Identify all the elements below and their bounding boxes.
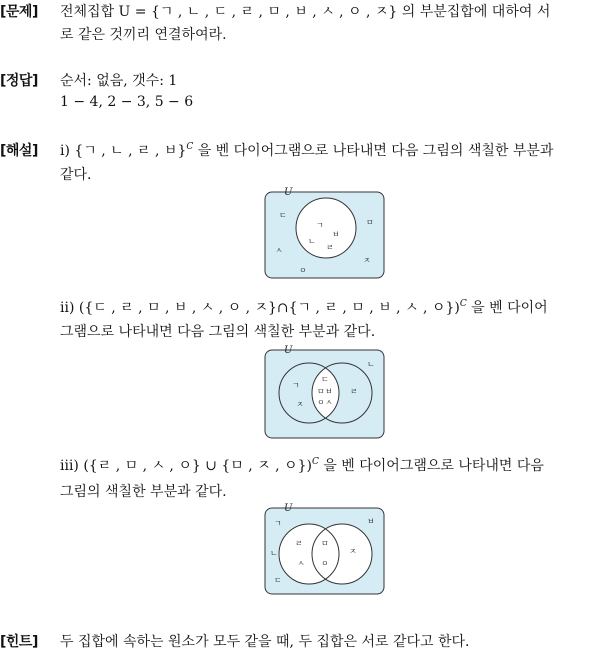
item2-complement: C xyxy=(459,299,467,309)
venn2-el-s: ㅅ xyxy=(325,398,333,407)
item1-complement: C xyxy=(186,142,194,152)
venn1-el-d: ㄷ xyxy=(279,211,287,220)
problem-line-1 xyxy=(60,1,550,21)
item2-text: 을 벤 다이어 xyxy=(466,300,548,316)
venn2-el-o: ㅇ xyxy=(317,398,325,407)
venn1-el-s: ㅅ xyxy=(275,246,283,255)
venn3-el-d: ㄷ xyxy=(274,576,282,585)
problem-line-2: 로 같은 것끼리 연결하여라. xyxy=(60,27,227,43)
venn1-el-m: ㅁ xyxy=(366,218,374,227)
item1-text: 을 벤 다이어그램으로 나타내면 다음 그림의 색칠한 부분과 xyxy=(193,143,554,159)
answer-label: [정답] xyxy=(0,73,38,89)
item2-line-2: 그램으로 나타내면 다음 그림의 색칠한 부분과 같다. xyxy=(60,324,376,340)
venn1-el-o: ㅇ xyxy=(299,266,307,275)
item1-line-2: 같다. xyxy=(60,167,92,183)
venn2-el-j: ㅈ xyxy=(296,400,304,409)
item3-complement: C xyxy=(311,457,319,467)
venn1-el-n: ㄴ xyxy=(308,237,316,246)
venn2-el-d: ㄷ xyxy=(321,375,329,384)
item3-text: 을 벤 다이어그램으로 나타내면 다음 xyxy=(318,458,544,474)
venn3-el-s: ㅅ xyxy=(297,559,305,568)
answer-line-2: 1 − 4, 2 − 3, 5 − 6 xyxy=(60,94,194,110)
item3-set: ⅲ) ({ㄹ , ㅁ , ㅅ , ㅇ} ∪ {ㅁ , ㅈ , ㅇ}) xyxy=(60,458,312,474)
venn1-el-g: ㄱ xyxy=(316,221,324,230)
universe-set: U = {ㄱ , ㄴ , ㄷ , ㄹ , ㅁ , ㅂ , ㅅ , ㅇ , ㅈ} xyxy=(118,4,398,20)
problem-text-pre: 전체집합 xyxy=(60,4,119,20)
venn1-el-j: ㅈ xyxy=(363,256,371,265)
venn3-el-b: ㅂ xyxy=(367,517,375,526)
venn3-el-o: ㅇ xyxy=(321,559,329,568)
hint-text: 두 집합에 속하는 원소가 모두 같을 때, 두 집합은 서로 같다고 한다. xyxy=(60,634,470,650)
answer-line-1: 순서: 없음, 갯수: 1 xyxy=(60,73,178,89)
venn-diagram-3 xyxy=(264,502,386,596)
venn3-el-j: ㅈ xyxy=(349,547,357,556)
venn2-el-g: ㄱ xyxy=(292,381,300,390)
venn1-el-r: ㄹ xyxy=(326,243,334,252)
item1-set: ⅰ) {ㄱ , ㄴ , ㄹ , ㅂ} xyxy=(60,143,187,159)
venn3-el-n: ㄴ xyxy=(270,549,278,558)
venn2-el-b: ㅂ xyxy=(325,387,333,396)
problem-label: [문제] xyxy=(0,4,38,20)
item3-line-1 xyxy=(60,455,544,475)
venn-diagram-1 xyxy=(264,186,386,280)
venn1-el-b: ㅂ xyxy=(332,230,340,239)
item3-line-2: 그림의 색칠한 부분과 같다. xyxy=(60,484,227,500)
universe-label: U xyxy=(284,187,293,198)
venn3-el-m: ㅁ xyxy=(321,539,329,548)
item2-line-1 xyxy=(60,297,548,317)
item1-line-1 xyxy=(60,140,553,160)
venn3-el-r: ㄹ xyxy=(295,539,303,548)
venn-diagram-2 xyxy=(264,344,386,440)
hint-label: [힌트] xyxy=(0,634,38,650)
universe-label: U xyxy=(284,503,293,514)
venn2-el-m: ㅁ xyxy=(317,387,325,396)
venn2-el-r: ㄹ xyxy=(350,387,358,396)
universe-label: U xyxy=(284,345,293,356)
venn2-el-n: ㄴ xyxy=(367,360,375,369)
problem-text-post: 의 부분집합에 대하여 서 xyxy=(397,4,551,20)
venn3-el-g: ㄱ xyxy=(274,519,282,528)
solution-label: [해설] xyxy=(0,143,38,159)
item2-set: ⅱ) ({ㄷ , ㄹ , ㅁ , ㅂ , ㅅ , ㅇ , ㅈ}∩{ㄱ , ㄹ , ㅁ , ㅂ , ㅅ , ㅇ}) xyxy=(60,300,460,316)
